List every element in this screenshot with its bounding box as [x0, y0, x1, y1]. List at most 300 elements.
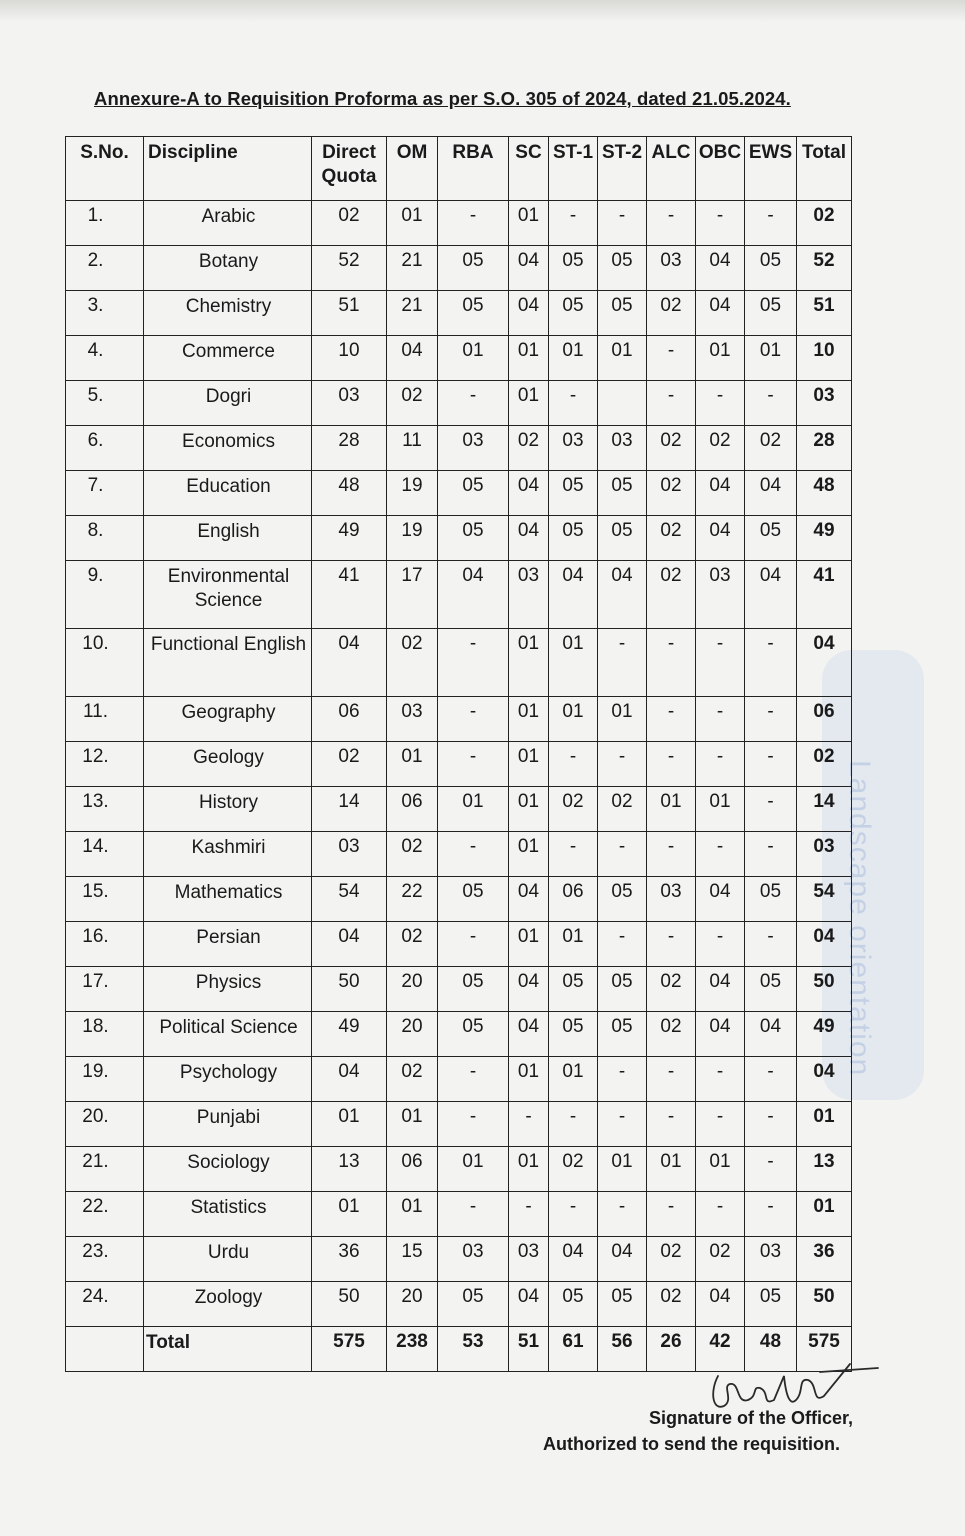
cell-rba: 03: [438, 1237, 509, 1282]
cell-rba: -: [438, 629, 509, 697]
cell-direct-quota: 01: [312, 1102, 387, 1147]
cell-discipline: Mathematics: [144, 877, 312, 922]
cell-sno: 3.: [66, 291, 144, 336]
cell-ews: -: [745, 381, 797, 426]
cell-sno: 15.: [66, 877, 144, 922]
cell-ews: -: [745, 832, 797, 877]
cell-alc: -: [647, 697, 696, 742]
cell-rba: 05: [438, 1012, 509, 1057]
total-cell-discipline: Total: [144, 1327, 312, 1372]
cell-st2: -: [598, 922, 647, 967]
cell-rba: 05: [438, 1282, 509, 1327]
cell-alc: 02: [647, 426, 696, 471]
cell-rba: -: [438, 381, 509, 426]
signature-label: Signature of the Officer,: [649, 1408, 854, 1428]
cell-direct-quota: 52: [312, 246, 387, 291]
cell-st1: 04: [549, 1237, 598, 1282]
cell-sc: -: [509, 1192, 549, 1237]
cell-direct-quota: 04: [312, 922, 387, 967]
cell-st2: 02: [598, 787, 647, 832]
cell-ews: -: [745, 742, 797, 787]
cell-st1: -: [549, 1192, 598, 1237]
cell-om: 11: [387, 426, 438, 471]
cell-discipline: Punjabi: [144, 1102, 312, 1147]
cell-st2: 05: [598, 1282, 647, 1327]
table-header-row: [66, 137, 852, 201]
cell-total: 02: [797, 742, 852, 787]
cell-direct-quota: 03: [312, 832, 387, 877]
cell-om: 02: [387, 922, 438, 967]
cell-obc: 01: [696, 336, 745, 381]
cell-total: 28: [797, 426, 852, 471]
cell-om: 04: [387, 336, 438, 381]
table-row: [66, 336, 852, 381]
cell-st1: 05: [549, 471, 598, 516]
watermark-text: Landscape orientation: [843, 760, 876, 1077]
cell-ews: 01: [745, 336, 797, 381]
cell-st2: -: [598, 742, 647, 787]
cell-ews: -: [745, 1192, 797, 1237]
cell-st2: -: [598, 201, 647, 246]
cell-discipline: Arabic: [144, 201, 312, 246]
cell-total: 50: [797, 1282, 852, 1327]
cell-obc: -: [696, 1057, 745, 1102]
cell-sc: 04: [509, 967, 549, 1012]
cell-sno: 5.: [66, 381, 144, 426]
table-row: [66, 516, 852, 561]
cell-direct-quota: 50: [312, 967, 387, 1012]
cell-obc: -: [696, 629, 745, 697]
cell-sno: 2.: [66, 246, 144, 291]
cell-obc: 04: [696, 291, 745, 336]
cell-ews: -: [745, 697, 797, 742]
cell-sc: 04: [509, 1282, 549, 1327]
cell-alc: -: [647, 1102, 696, 1147]
table-row: [66, 1102, 852, 1147]
header-ews: EWS: [745, 137, 797, 201]
cell-total: 49: [797, 1012, 852, 1057]
cell-st1: 01: [549, 1057, 598, 1102]
cell-discipline: Physics: [144, 967, 312, 1012]
cell-om: 03: [387, 697, 438, 742]
cell-sno: 24.: [66, 1282, 144, 1327]
cell-total: 04: [797, 1057, 852, 1102]
cell-direct-quota: 04: [312, 1057, 387, 1102]
cell-st2: 04: [598, 561, 647, 629]
cell-st1: 02: [549, 787, 598, 832]
cell-direct-quota: 48: [312, 471, 387, 516]
cell-discipline: Botany: [144, 246, 312, 291]
cell-om: 21: [387, 291, 438, 336]
cell-direct-quota: 50: [312, 1282, 387, 1327]
cell-obc: 02: [696, 426, 745, 471]
cell-st2: 03: [598, 426, 647, 471]
cell-direct-quota: 06: [312, 697, 387, 742]
cell-discipline: Urdu: [144, 1237, 312, 1282]
cell-sc: -: [509, 1102, 549, 1147]
table-row: [66, 426, 852, 471]
cell-alc: -: [647, 1057, 696, 1102]
cell-om: 01: [387, 201, 438, 246]
cell-om: 01: [387, 1192, 438, 1237]
cell-sno: 22.: [66, 1192, 144, 1237]
cell-sc: 03: [509, 1237, 549, 1282]
cell-sno: 8.: [66, 516, 144, 561]
cell-sno: 12.: [66, 742, 144, 787]
cell-ews: 04: [745, 471, 797, 516]
cell-sno: 10.: [66, 629, 144, 697]
cell-alc: 02: [647, 516, 696, 561]
cell-ews: -: [745, 629, 797, 697]
cell-direct-quota: 01: [312, 1192, 387, 1237]
cell-st1: -: [549, 1102, 598, 1147]
cell-alc: 02: [647, 561, 696, 629]
cell-st1: 06: [549, 877, 598, 922]
cell-rba: 05: [438, 967, 509, 1012]
cell-sc: 01: [509, 832, 549, 877]
table-row: [66, 1192, 852, 1237]
cell-total: 50: [797, 967, 852, 1012]
cell-sc: 03: [509, 561, 549, 629]
cell-om: 01: [387, 742, 438, 787]
cell-rba: 05: [438, 471, 509, 516]
page-top-edge: [0, 0, 965, 22]
cell-obc: 02: [696, 1237, 745, 1282]
cell-alc: -: [647, 742, 696, 787]
cell-sno: 16.: [66, 922, 144, 967]
cell-ews: -: [745, 1057, 797, 1102]
cell-discipline: Kashmiri: [144, 832, 312, 877]
cell-obc: -: [696, 832, 745, 877]
table-row: [66, 471, 852, 516]
cell-rba: 05: [438, 246, 509, 291]
cell-sno: 18.: [66, 1012, 144, 1057]
cell-discipline: English: [144, 516, 312, 561]
cell-st2: -: [598, 629, 647, 697]
cell-obc: -: [696, 381, 745, 426]
cell-sc: 01: [509, 201, 549, 246]
table-row: [66, 922, 852, 967]
table-body: [66, 201, 852, 1372]
cell-sno: 6.: [66, 426, 144, 471]
cell-sno: 7.: [66, 471, 144, 516]
table-row: [66, 877, 852, 922]
cell-st1: 05: [549, 291, 598, 336]
cell-alc: -: [647, 336, 696, 381]
cell-st2: 05: [598, 967, 647, 1012]
cell-sc: 01: [509, 787, 549, 832]
table-row: [66, 1057, 852, 1102]
header-sno: S.No.: [66, 137, 144, 201]
cell-discipline: Economics: [144, 426, 312, 471]
cell-alc: 02: [647, 1237, 696, 1282]
cell-sno: 11.: [66, 697, 144, 742]
table-row: [66, 1012, 852, 1057]
cell-total: 03: [797, 832, 852, 877]
cell-discipline: Political Science: [144, 1012, 312, 1057]
cell-ews: 05: [745, 291, 797, 336]
signature-authorization: Authorized to send the requisition.: [543, 1434, 840, 1454]
cell-om: 17: [387, 561, 438, 629]
cell-direct-quota: 54: [312, 877, 387, 922]
cell-discipline: Zoology: [144, 1282, 312, 1327]
cell-total: 48: [797, 471, 852, 516]
cell-st2: 01: [598, 1147, 647, 1192]
cell-st2: 05: [598, 516, 647, 561]
cell-total: 52: [797, 246, 852, 291]
cell-st2: 05: [598, 1012, 647, 1057]
cell-obc: 04: [696, 516, 745, 561]
cell-direct-quota: 49: [312, 1012, 387, 1057]
cell-sc: 01: [509, 697, 549, 742]
cell-obc: -: [696, 742, 745, 787]
cell-ews: 05: [745, 246, 797, 291]
total-cell-sno: [66, 1327, 144, 1372]
cell-st1: 01: [549, 336, 598, 381]
cell-direct-quota: 51: [312, 291, 387, 336]
cell-rba: -: [438, 832, 509, 877]
cell-st1: 04: [549, 561, 598, 629]
document-title: Annexure-A to Requisition Proforma as per S.O. 305 of 2024, dated 21.05.2024.: [94, 88, 791, 109]
cell-obc: 01: [696, 787, 745, 832]
cell-sc: 04: [509, 246, 549, 291]
cell-alc: 02: [647, 967, 696, 1012]
cell-total: 01: [797, 1102, 852, 1147]
cell-rba: -: [438, 922, 509, 967]
cell-discipline: Commerce: [144, 336, 312, 381]
total-cell-alc: 26: [647, 1327, 696, 1372]
header-alc: ALC: [647, 137, 696, 201]
cell-st1: 05: [549, 516, 598, 561]
table-row: [66, 291, 852, 336]
cell-om: 19: [387, 471, 438, 516]
cell-om: 19: [387, 516, 438, 561]
cell-rba: 01: [438, 1147, 509, 1192]
cell-total: 02: [797, 201, 852, 246]
cell-obc: 04: [696, 967, 745, 1012]
cell-st1: 01: [549, 629, 598, 697]
cell-alc: -: [647, 1192, 696, 1237]
cell-st1: 03: [549, 426, 598, 471]
cell-ews: -: [745, 1102, 797, 1147]
cell-st1: 05: [549, 967, 598, 1012]
cell-st2: 05: [598, 471, 647, 516]
cell-total: 04: [797, 629, 852, 697]
cell-sno: 17.: [66, 967, 144, 1012]
cell-obc: -: [696, 922, 745, 967]
cell-sc: 04: [509, 291, 549, 336]
cell-ews: 05: [745, 516, 797, 561]
cell-obc: 04: [696, 246, 745, 291]
cell-alc: 03: [647, 246, 696, 291]
cell-sno: 13.: [66, 787, 144, 832]
cell-sc: 01: [509, 1057, 549, 1102]
cell-om: 02: [387, 629, 438, 697]
cell-ews: -: [745, 1147, 797, 1192]
cell-alc: -: [647, 381, 696, 426]
cell-total: 10: [797, 336, 852, 381]
cell-sno: 19.: [66, 1057, 144, 1102]
cell-ews: -: [745, 922, 797, 967]
cell-rba: -: [438, 697, 509, 742]
cell-st1: 05: [549, 1282, 598, 1327]
cell-direct-quota: 28: [312, 426, 387, 471]
total-cell-st1: 61: [549, 1327, 598, 1372]
header-rba: RBA: [438, 137, 509, 201]
cell-total: 41: [797, 561, 852, 629]
cell-rba: -: [438, 1057, 509, 1102]
cell-sc: 01: [509, 381, 549, 426]
cell-alc: 01: [647, 1147, 696, 1192]
cell-obc: 04: [696, 877, 745, 922]
cell-ews: 05: [745, 967, 797, 1012]
cell-sno: 14.: [66, 832, 144, 877]
cell-alc: -: [647, 832, 696, 877]
cell-rba: -: [438, 1102, 509, 1147]
cell-alc: -: [647, 922, 696, 967]
cell-direct-quota: 36: [312, 1237, 387, 1282]
cell-total: 36: [797, 1237, 852, 1282]
table-row: [66, 742, 852, 787]
cell-alc: -: [647, 201, 696, 246]
cell-sc: 04: [509, 1012, 549, 1057]
cell-discipline: Psychology: [144, 1057, 312, 1102]
cell-st2: -: [598, 1057, 647, 1102]
cell-sc: 01: [509, 922, 549, 967]
cell-total: 04: [797, 922, 852, 967]
header-total: Total: [797, 137, 852, 201]
cell-sc: 02: [509, 426, 549, 471]
cell-sc: 01: [509, 742, 549, 787]
cell-st1: -: [549, 742, 598, 787]
cell-alc: 02: [647, 471, 696, 516]
cell-rba: -: [438, 201, 509, 246]
cell-sno: 4.: [66, 336, 144, 381]
cell-obc: 01: [696, 1147, 745, 1192]
cell-om: 06: [387, 1147, 438, 1192]
cell-discipline: Dogri: [144, 381, 312, 426]
cell-discipline: Persian: [144, 922, 312, 967]
cell-rba: 05: [438, 516, 509, 561]
cell-sc: 01: [509, 336, 549, 381]
cell-direct-quota: 49: [312, 516, 387, 561]
header-direct-quota: Direct Quota: [312, 137, 387, 201]
table-row: [66, 697, 852, 742]
total-cell-sc: 51: [509, 1327, 549, 1372]
cell-st2: -: [598, 1102, 647, 1147]
total-cell-st2: 56: [598, 1327, 647, 1372]
cell-direct-quota: 02: [312, 201, 387, 246]
cell-st1: 01: [549, 922, 598, 967]
cell-obc: -: [696, 1102, 745, 1147]
cell-total: 01: [797, 1192, 852, 1237]
cell-rba: 05: [438, 877, 509, 922]
cell-st1: -: [549, 381, 598, 426]
cell-ews: 05: [745, 877, 797, 922]
cell-discipline: Sociology: [144, 1147, 312, 1192]
table-row: [66, 1237, 852, 1282]
cell-st2: 01: [598, 697, 647, 742]
cell-total: 13: [797, 1147, 852, 1192]
cell-obc: 03: [696, 561, 745, 629]
table-row: [66, 381, 852, 426]
cell-om: 22: [387, 877, 438, 922]
cell-sno: 21.: [66, 1147, 144, 1192]
cell-om: 20: [387, 967, 438, 1012]
header-discipline: Discipline: [144, 137, 312, 201]
cell-om: 02: [387, 832, 438, 877]
header-st1: ST-1: [549, 137, 598, 201]
cell-obc: -: [696, 697, 745, 742]
cell-ews: -: [745, 201, 797, 246]
cell-st1: -: [549, 832, 598, 877]
cell-rba: 03: [438, 426, 509, 471]
cell-alc: 02: [647, 1282, 696, 1327]
cell-direct-quota: 10: [312, 336, 387, 381]
cell-ews: 04: [745, 1012, 797, 1057]
cell-om: 21: [387, 246, 438, 291]
table-row: [66, 1282, 852, 1327]
cell-st1: -: [549, 201, 598, 246]
cell-om: 20: [387, 1282, 438, 1327]
total-cell-obc: 42: [696, 1327, 745, 1372]
cell-sc: 01: [509, 1147, 549, 1192]
cell-sno: 23.: [66, 1237, 144, 1282]
cell-direct-quota: 13: [312, 1147, 387, 1192]
table-row: [66, 1147, 852, 1192]
cell-alc: 01: [647, 787, 696, 832]
cell-direct-quota: 41: [312, 561, 387, 629]
officer-signature: [700, 1356, 880, 1416]
cell-st2: -: [598, 1192, 647, 1237]
cell-direct-quota: 02: [312, 742, 387, 787]
cell-direct-quota: 04: [312, 629, 387, 697]
cell-st2: -: [598, 832, 647, 877]
table-row: [66, 787, 852, 832]
cell-direct-quota: 14: [312, 787, 387, 832]
cell-discipline: Chemistry: [144, 291, 312, 336]
cell-st2: 05: [598, 246, 647, 291]
cell-rba: -: [438, 1192, 509, 1237]
cell-discipline: Statistics: [144, 1192, 312, 1237]
cell-st2: 01: [598, 336, 647, 381]
cell-total: 51: [797, 291, 852, 336]
cell-total: 49: [797, 516, 852, 561]
cell-total: 14: [797, 787, 852, 832]
cell-obc: -: [696, 1192, 745, 1237]
total-cell-total: 575: [797, 1327, 852, 1372]
table-row: [66, 967, 852, 1012]
cell-om: 02: [387, 381, 438, 426]
cell-rba: 01: [438, 336, 509, 381]
cell-rba: -: [438, 742, 509, 787]
cell-obc: 04: [696, 471, 745, 516]
cell-om: 06: [387, 787, 438, 832]
cell-sc: 04: [509, 516, 549, 561]
cell-total: 06: [797, 697, 852, 742]
total-cell-ews: 48: [745, 1327, 797, 1372]
total-cell-rba: 53: [438, 1327, 509, 1372]
cell-st1: 02: [549, 1147, 598, 1192]
table-row: [66, 246, 852, 291]
cell-discipline: Geography: [144, 697, 312, 742]
cell-alc: 02: [647, 291, 696, 336]
cell-st2: 05: [598, 291, 647, 336]
header-om: OM: [387, 137, 438, 201]
cell-st1: 01: [549, 697, 598, 742]
cell-ews: 04: [745, 561, 797, 629]
cell-sno: 20.: [66, 1102, 144, 1147]
